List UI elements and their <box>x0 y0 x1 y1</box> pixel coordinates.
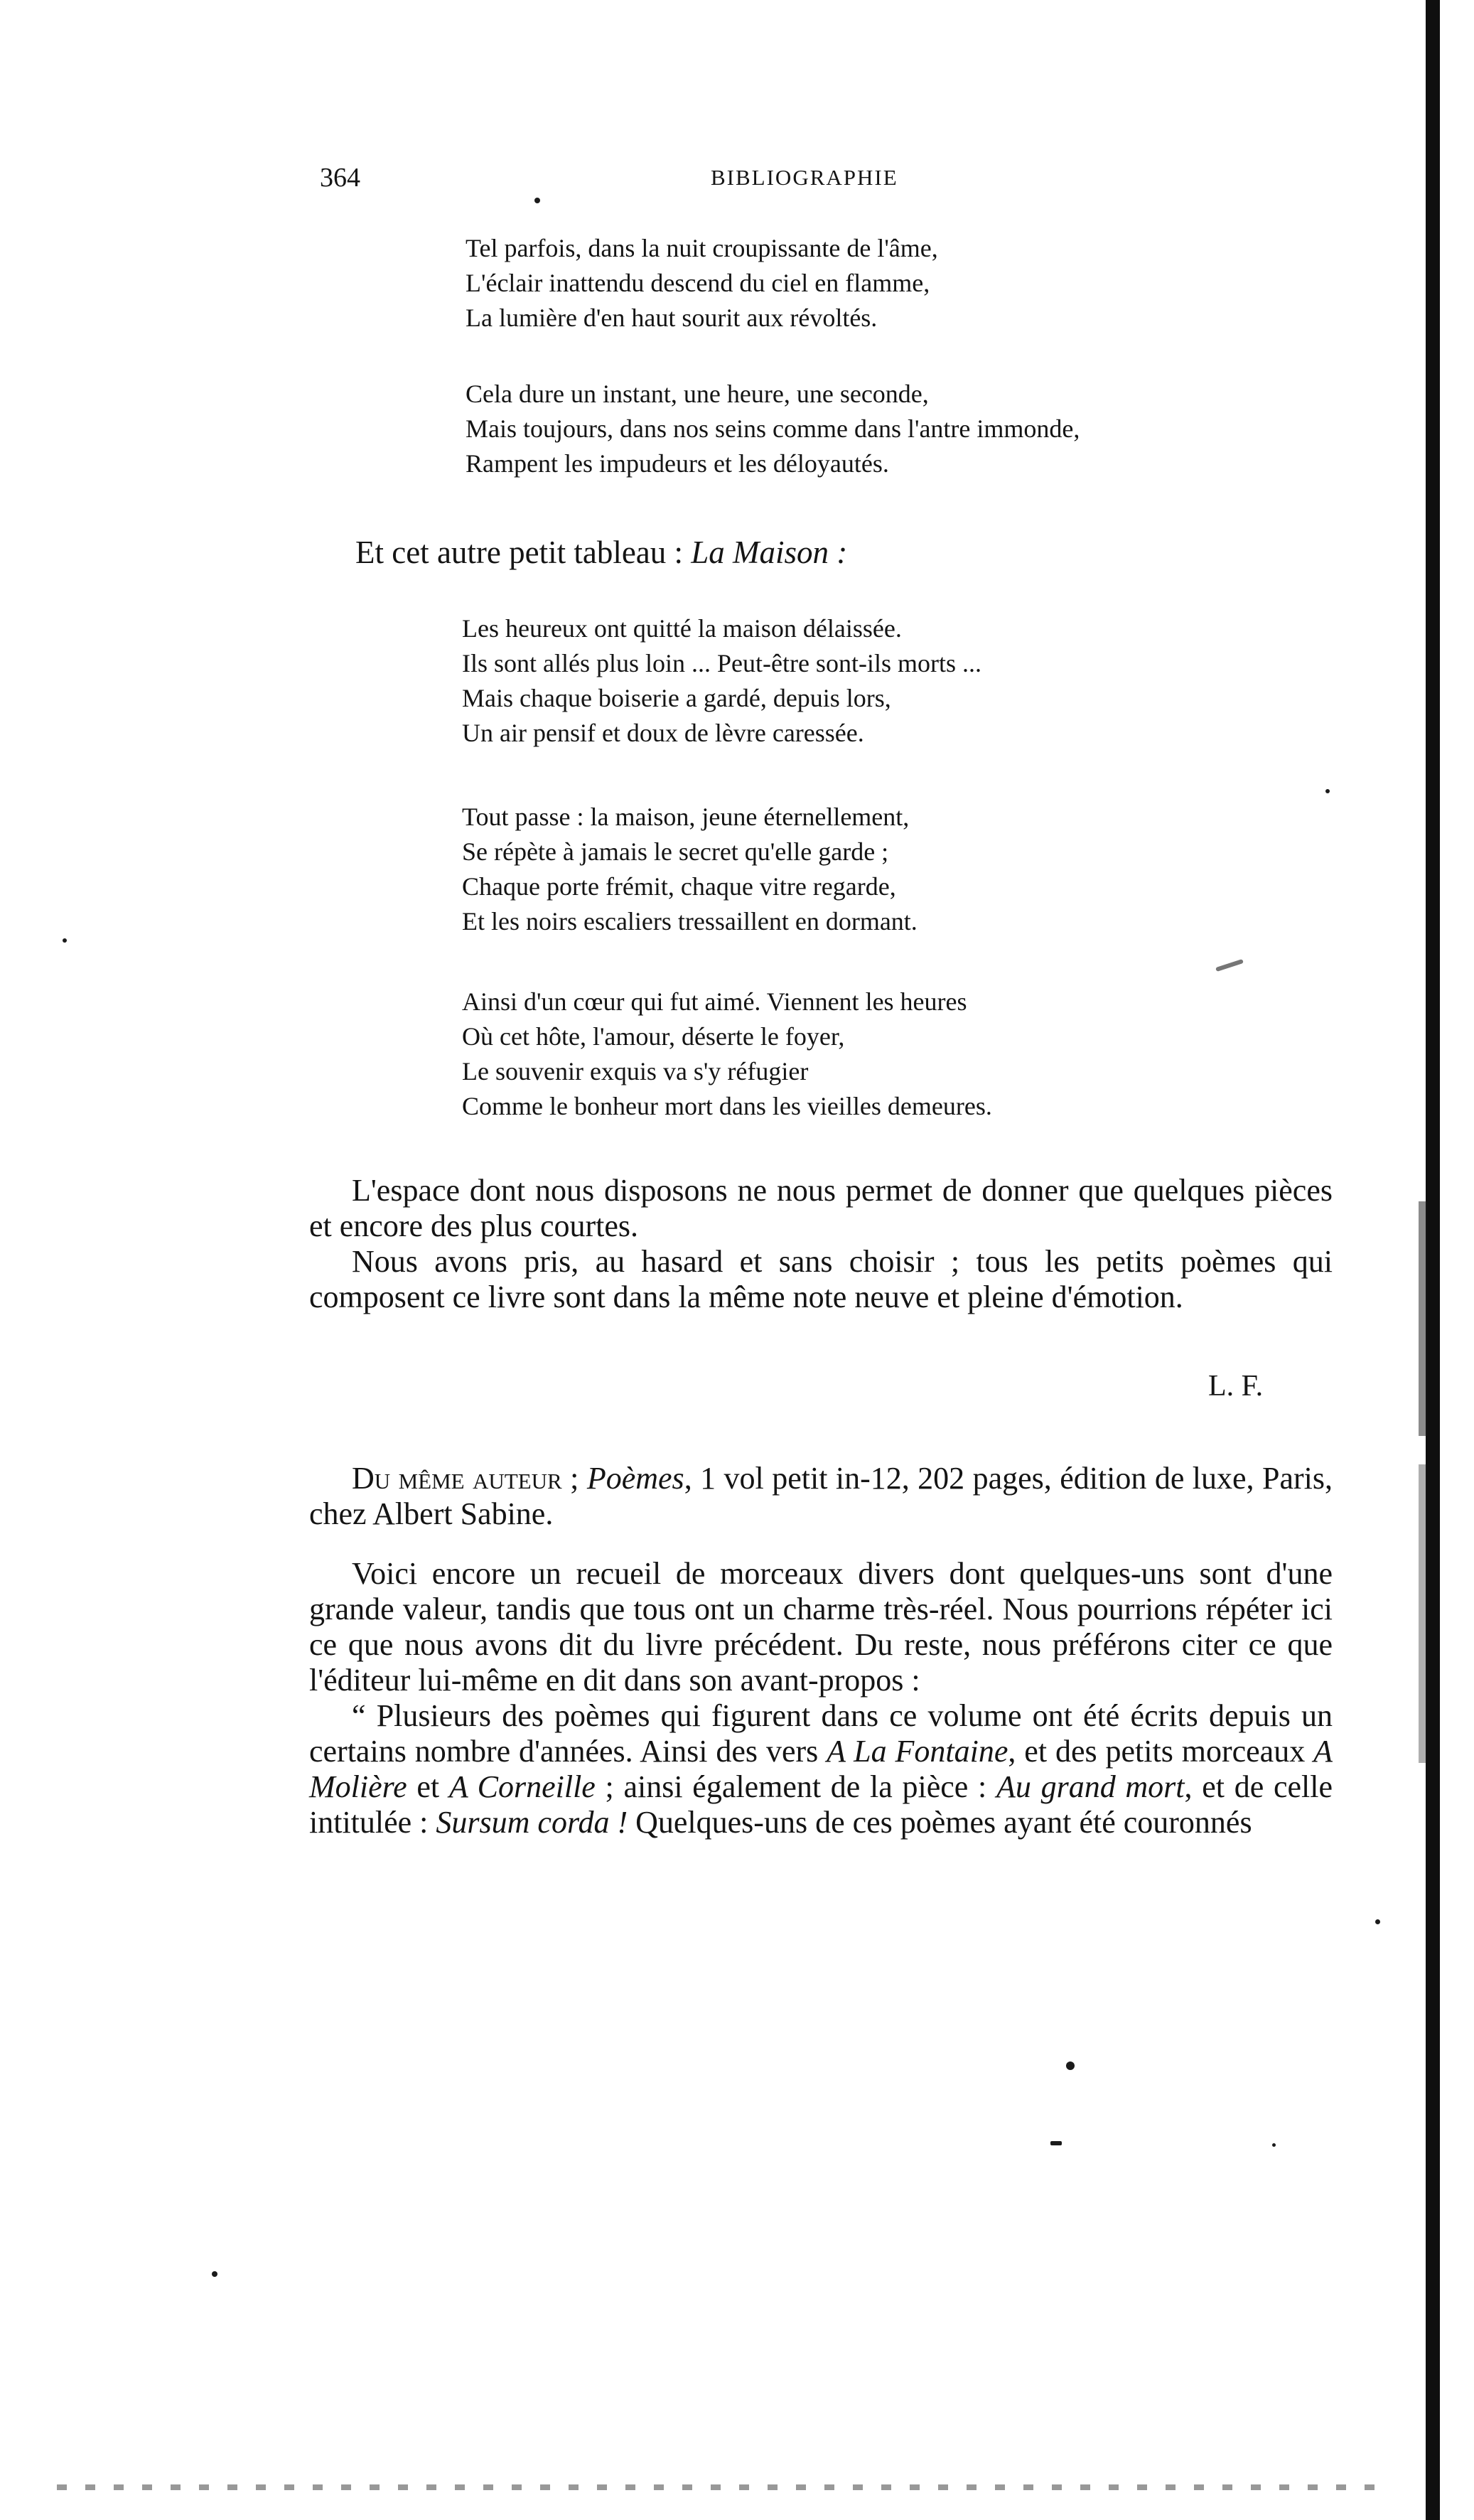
signature: L. F. <box>1208 1370 1264 1403</box>
scan-edge-bar <box>1426 0 1440 2520</box>
poem2-stanza1 <box>462 611 1315 751</box>
verse-line: Ainsi d'un cœur qui fut aimé. Viennent les heures <box>462 987 967 1016</box>
quotation-paragraph <box>309 1698 1333 1840</box>
speck <box>1375 1919 1380 1924</box>
verse-line: Le souvenir exquis va s'y réfugier <box>462 1057 809 1085</box>
heading-smallcaps: Du même auteur <box>352 1461 562 1496</box>
poem2-stanza2 <box>462 800 1315 939</box>
intro-text: Et cet autre petit tableau : <box>355 535 692 570</box>
scan-edge-noise <box>1419 1464 1427 1763</box>
running-head <box>320 162 1308 198</box>
review2-body <box>309 1461 1333 1840</box>
poem-title: La Maison : <box>691 535 848 570</box>
verse-line: Un air pensif et doux de lèvre caressée. <box>462 719 864 747</box>
poem2-stanza3 <box>462 985 1315 1124</box>
scan-bottom-noise <box>57 2484 1389 2490</box>
speck <box>1325 789 1330 793</box>
verse-line: Se répète à jamais le secret qu'elle garde ; <box>462 837 889 866</box>
verse-line: Et les noirs escaliers tressaillent en dormant. <box>462 907 918 935</box>
speck <box>212 2271 217 2277</box>
poem1-stanza2 <box>466 377 1318 481</box>
verse-line: Tout passe : la maison, jeune éternellement, <box>462 803 910 831</box>
work-title: A Corneille <box>448 1769 596 1804</box>
paragraph: Nous avons pris, au hasard et sans choisir ; tous les petits poèmes qui composent ce livre sont dans la même note neuve et pleine d'émotion. <box>309 1244 1333 1314</box>
intro-maison <box>355 535 1279 570</box>
work-title: A Molière <box>309 1734 1333 1804</box>
book-heading <box>309 1461 1333 1532</box>
quote-text: , et des petits morceaux <box>1008 1734 1314 1769</box>
verse-line: Tel parfois, dans la nuit croupissante de l'âme, <box>466 234 938 262</box>
header-title: BIBLIOGRAPHIE <box>711 165 898 190</box>
verse-line: Cela dure un instant, une heure, une seconde, <box>466 380 929 408</box>
verse-line: Où cet hôte, l'amour, déserte le foyer, <box>462 1022 845 1051</box>
quote-text: et <box>407 1769 449 1804</box>
verse-line: Mais toujours, dans nos seins comme dans l'antre immonde, <box>466 414 1080 443</box>
verse-line: Chaque porte frémit, chaque vitre regarde, <box>462 872 896 901</box>
speck <box>534 198 540 203</box>
work-title: Sursum corda ! <box>436 1805 628 1840</box>
speck <box>1272 2143 1276 2147</box>
verse-line: Mais chaque boiserie a gardé, depuis lors, <box>462 684 891 712</box>
paragraph: L'espace dont nous disposons ne nous permet de donner que quelques pièces et encore des plus courtes. <box>309 1173 1333 1243</box>
paragraph: Voici encore un recueil de morceaux divers dont quelques-uns sont d'une grande valeur, tandis que tous ont un charme très-réel. Nous pourrions répéter ici ce que nous avons dit du livre précédent. Du reste, nous préférons citer ce que l'éditeur lui-même en dit dans son avant-propos : <box>309 1556 1333 1698</box>
scan-edge-noise <box>1419 1201 1427 1436</box>
quote-text: ; ainsi également de la pièce : <box>595 1769 996 1804</box>
verse-line: La lumière d'en haut sourit aux révoltés. <box>466 304 878 332</box>
verse-line: L'éclair inattendu descend du ciel en flamme, <box>466 269 930 297</box>
heading-sep: ; <box>561 1461 587 1496</box>
heading-rest: , 1 vol petit in-12, 202 pages, édition de luxe, Paris, chez Albert Sabine. <box>309 1461 1333 1531</box>
review1-body <box>309 1173 1333 1315</box>
poem1-stanza1 <box>466 231 1318 336</box>
quote-text: Quelques-uns de ces poèmes ayant été couronnés <box>628 1805 1252 1840</box>
scan-edge <box>1420 0 1440 2520</box>
speck <box>63 938 67 943</box>
quote-text: , et de celle intitulée : <box>309 1769 1333 1840</box>
verse-line: Ils sont allés plus loin ... Peut-être sont-ils morts ... <box>462 649 981 677</box>
work-title: A La Fontaine <box>827 1734 1008 1769</box>
quote-text: “ Plusieurs des poèmes qui figurent dans ce volume ont été écrits depuis un certains nombre d'années. Ainsi des vers <box>309 1698 1333 1769</box>
speck <box>1050 2141 1062 2145</box>
verse-line: Comme le bonheur mort dans les vieilles demeures. <box>462 1092 992 1120</box>
book-title: Poèmes <box>586 1461 684 1496</box>
speck <box>1215 959 1244 972</box>
page-number: 364 <box>320 163 360 193</box>
work-title: Au grand mort <box>996 1769 1185 1804</box>
verse-line: Les heureux ont quitté la maison délaissée. <box>462 614 902 643</box>
speck <box>1066 2061 1075 2070</box>
verse-line: Rampent les impudeurs et les déloyautés. <box>466 449 889 478</box>
